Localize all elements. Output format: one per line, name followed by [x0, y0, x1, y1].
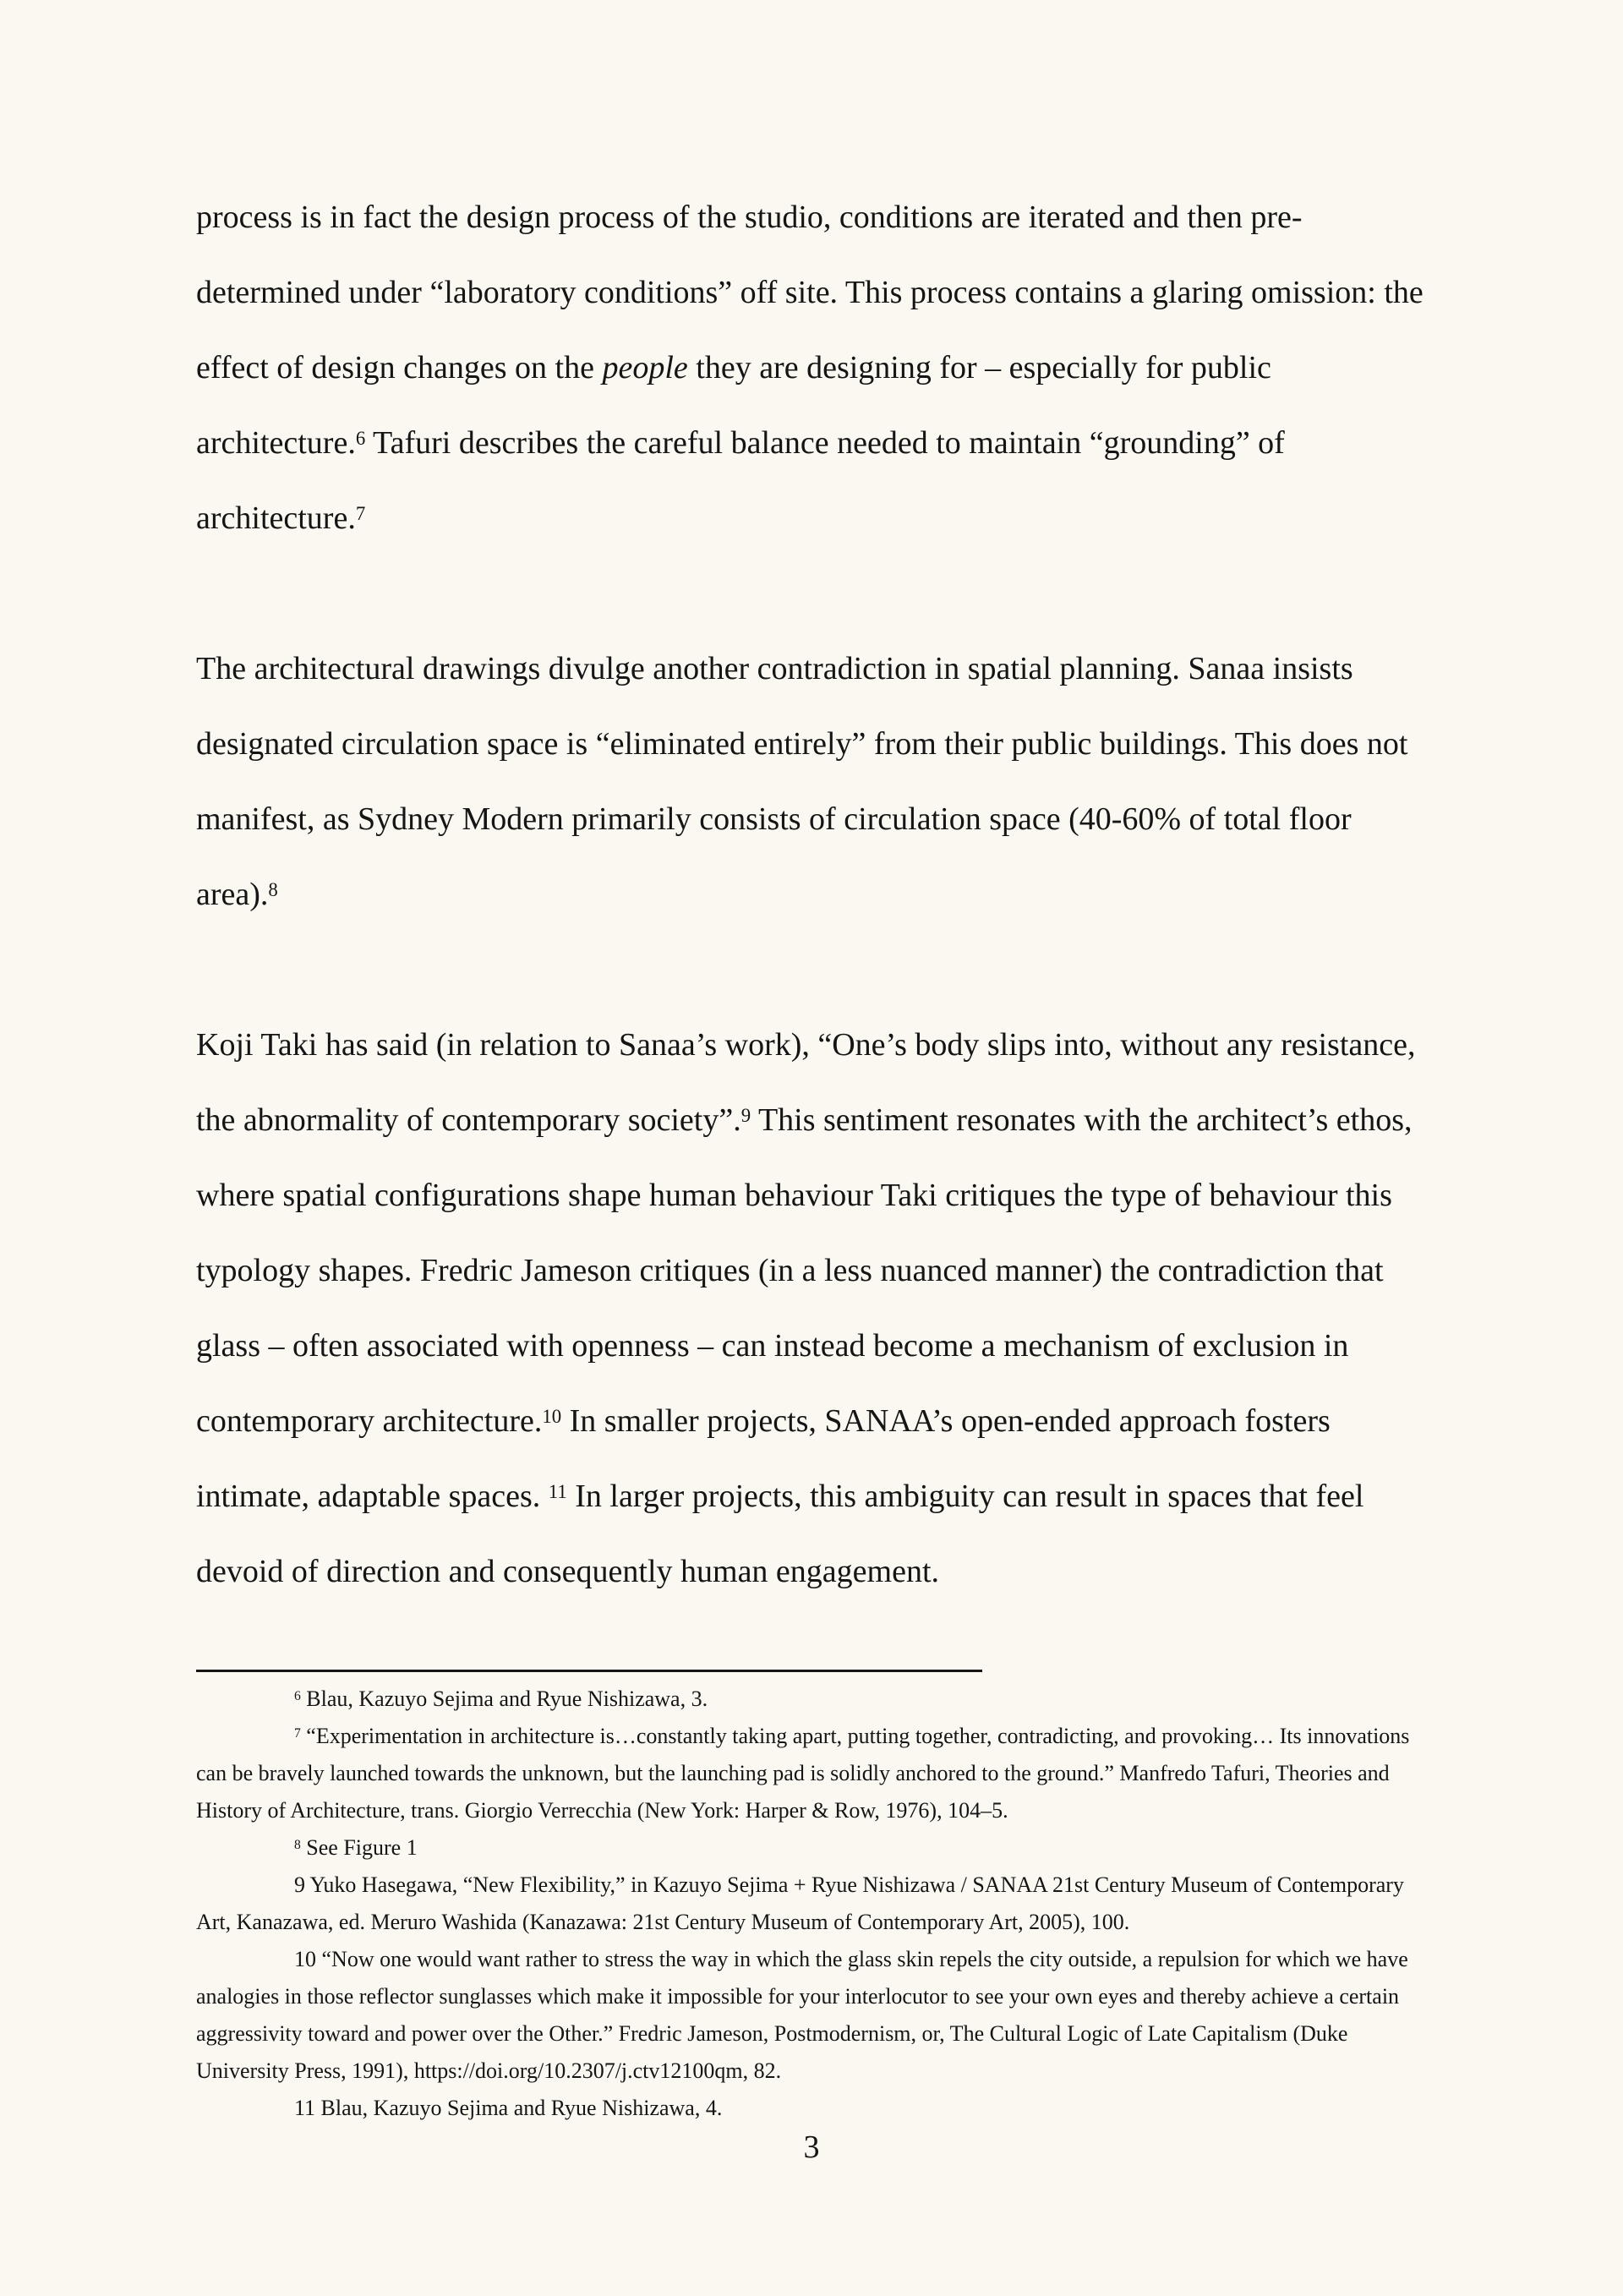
footnote-ref-9: 9	[740, 1104, 751, 1126]
footnote-text: “Experimentation in architecture is…constantly taking apart, putting together, contradicting, and provoking… Its innovations can be bravely launched towards the unknown, but the launching pad is solidly anchored to the ground.” Manfredo Tafuri, Theories and History of Architecture, trans. Giorgio Verrecchia (New York: Harper & Row, 1976), 104–5.	[196, 1724, 1410, 1823]
footnote-separator-line	[196, 1670, 982, 1672]
footnote-text: See Figure 1	[300, 1835, 418, 1860]
page-number: 3	[803, 2129, 820, 2165]
footnote-ref-10: 10	[542, 1405, 562, 1427]
text-run: Tafuri describes the careful balance needed to maintain “grounding” of architecture.	[196, 425, 1285, 536]
body-paragraph-2	[196, 631, 1427, 932]
footnote-10	[196, 1941, 1427, 2090]
footnote-6	[196, 1681, 1427, 1718]
footnote-marker-7: 7	[294, 1725, 301, 1741]
footnote-text: Blau, Kazuyo Sejima and Ryue Nishizawa, 4.	[315, 2096, 723, 2120]
footnote-marker-9: 9	[294, 1872, 305, 1897]
text-run: they are designing for – especially for public architecture.	[196, 350, 1271, 461]
footnote-text: Yuko Hasegawa, “New Flexibility,” in Kazuyo Sejima + Ryue Nishizawa / SANAA 21st Century Museum of Contemporary Art, Kanazawa, ed. Meruro Washida (Kanazawa: 21st Century Museum of Contemporary Art, 2005), 100.	[196, 1872, 1404, 1934]
page-content	[196, 180, 1427, 2166]
italic-text-run: people	[602, 350, 688, 385]
footnote-11	[196, 2090, 1427, 2127]
footnote-ref-6: 6	[355, 427, 366, 449]
body-text	[196, 180, 1427, 1610]
text-run: In larger projects, this ambiguity can result in spaces that feel devoid of direction and consequently human engagement.	[196, 1479, 1364, 1589]
text-run: process is in fact the design process of the studio, conditions are iterated and then pre-determined under “laboratory conditions” off site. This process contains a glaring omission: the effect of design changes on the	[196, 200, 1424, 385]
footnote-marker-10: 10	[294, 1947, 316, 1971]
body-paragraph-1	[196, 180, 1427, 556]
text-run: In smaller projects, SANAA’s open-ended approach fosters intimate, adaptable spaces.	[196, 1403, 1331, 1514]
footnote-ref-11: 11	[548, 1480, 567, 1502]
footnote-8	[196, 1829, 1427, 1867]
text-run: This sentiment resonates with the architect’s ethos, where spatial configurations shape human behaviour Taki critiques the type of behaviour this typology shapes. Fredric Jameson critiques (in a less nuanced manner) the contradiction that glass – often associated with openness – can instead become a mechanism of exclusion in contemporary architecture.	[196, 1102, 1413, 1439]
footnote-7	[196, 1718, 1427, 1829]
footnote-marker-8: 8	[294, 1837, 301, 1852]
footnote-ref-7: 7	[355, 502, 366, 524]
footnote-9	[196, 1867, 1427, 1941]
footnote-marker-6: 6	[294, 1688, 301, 1703]
footnote-text: Blau, Kazuyo Sejima and Ryue Nishizawa, 3.	[300, 1686, 708, 1711]
text-run: The architectural drawings divulge another contradiction in spatial planning. Sanaa insists designated circulation space is “eliminated entirely” from their public buildings. This does not manifest, as Sydney Modern primarily consists of circulation space (40-60% of total floor area).	[196, 651, 1408, 912]
footnote-text: “Now one would want rather to stress the way in which the glass skin repels the city outside, a repulsion for which we have analogies in those reflector sunglasses which make it impossible for your interlocutor to see your own eyes and thereby achieve a certain aggressivity toward and power over the Other.” Fredric Jameson, Postmodernism, or, The Cultural Logic of Late Capitalism (Duke University Press, 1991), https://doi.org/10.2307/j.ctv12100qm, 82.	[196, 1947, 1408, 2083]
body-paragraph-3	[196, 1008, 1427, 1610]
footnotes-section	[196, 1681, 1427, 2127]
footnote-marker-11: 11	[294, 2096, 316, 2120]
text-run: Koji Taki has said (in relation to Sanaa’s work), “One’s body slips into, without any resistance, the abnormality of contemporary society”.	[196, 1027, 1416, 1138]
footnote-ref-8: 8	[268, 878, 278, 900]
